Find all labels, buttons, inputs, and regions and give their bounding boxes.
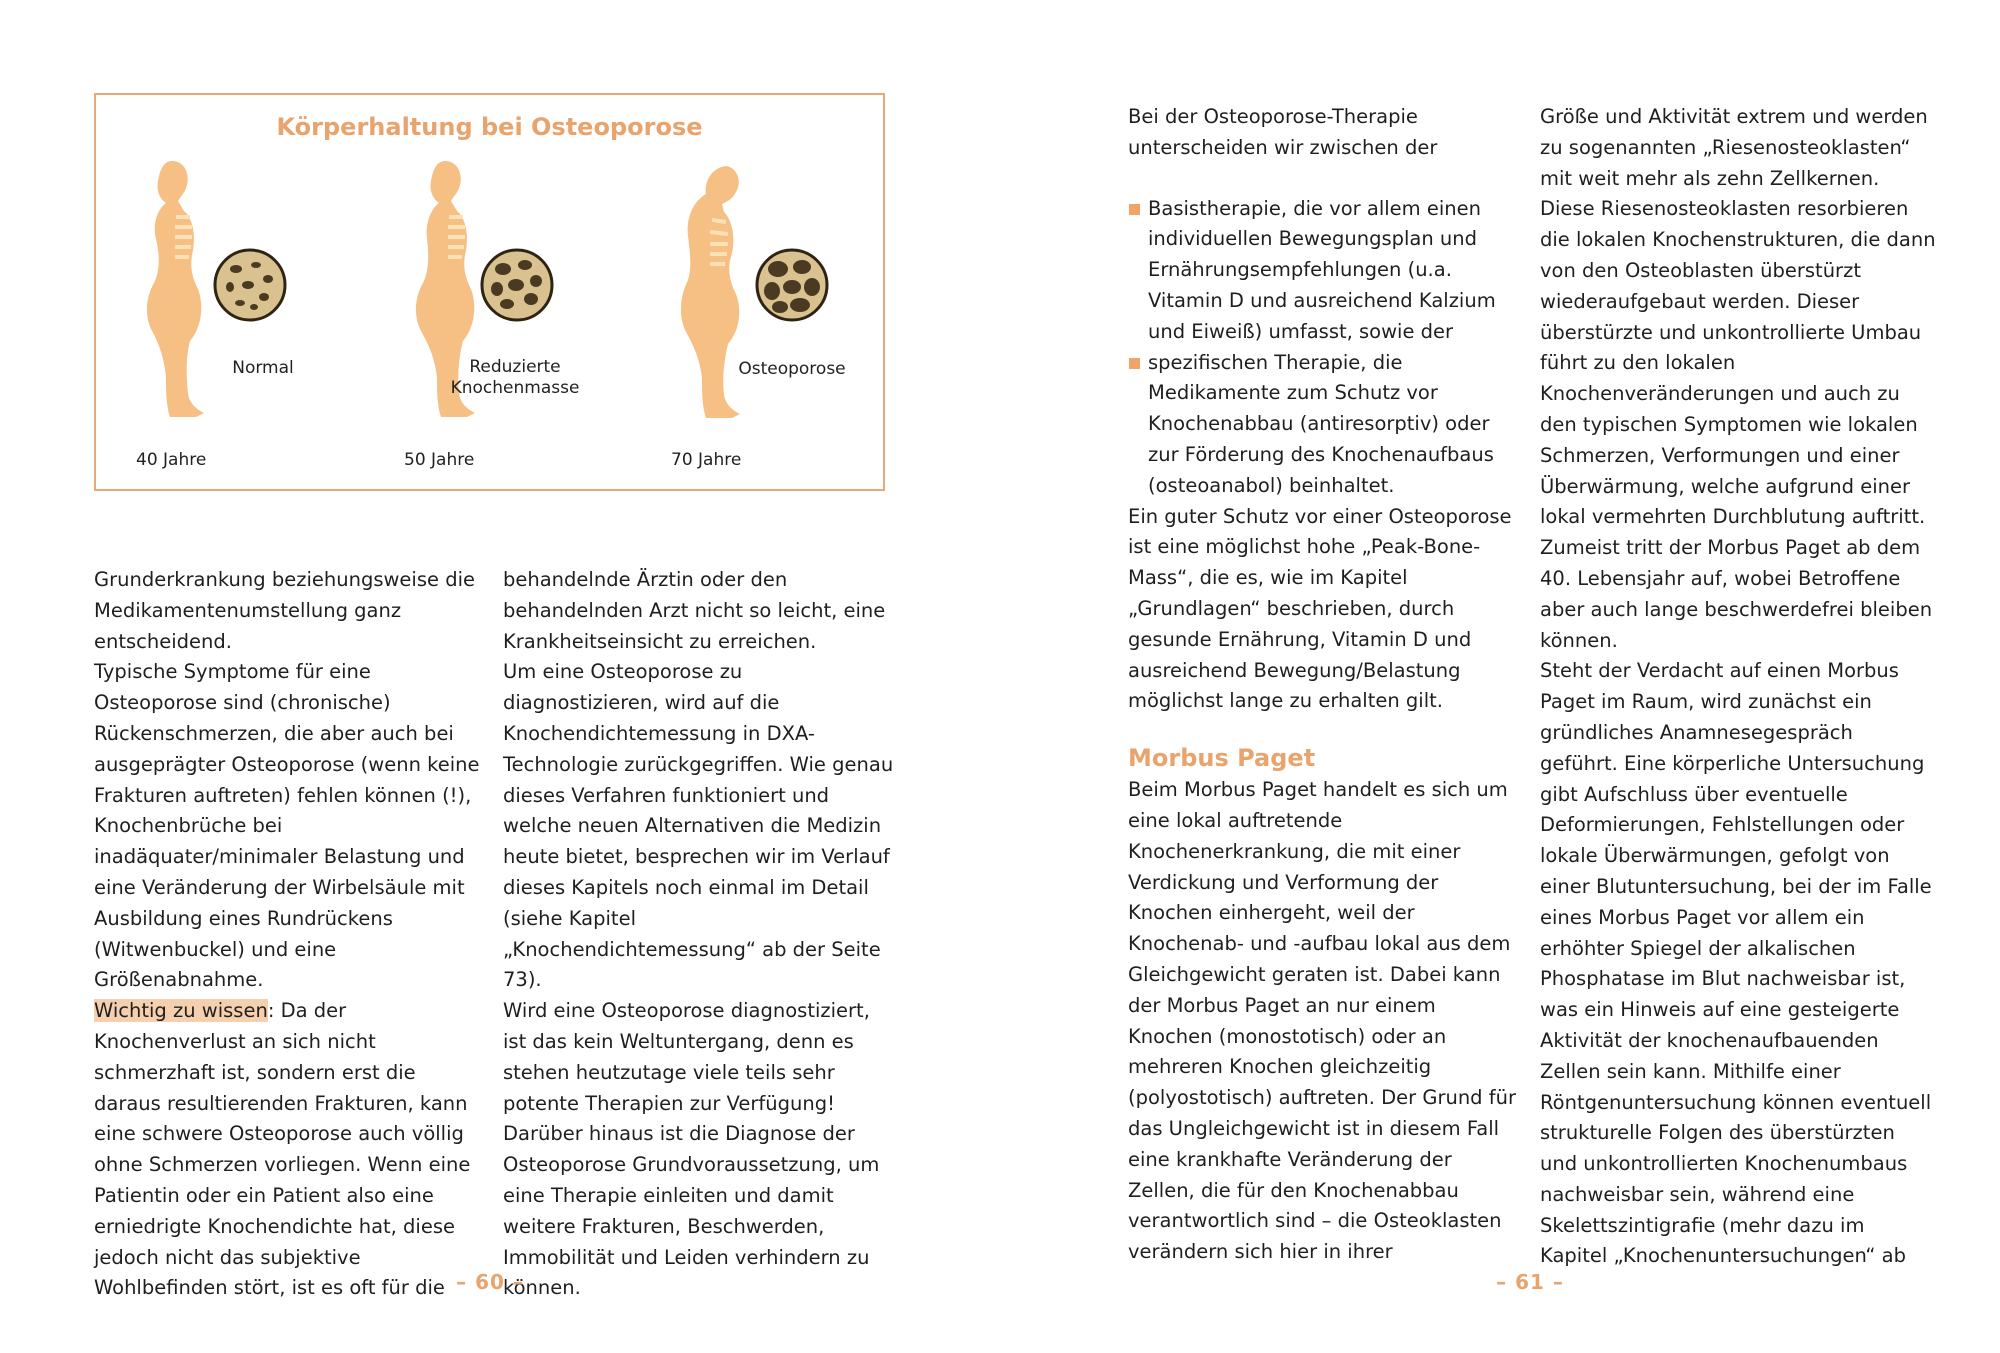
bone-sample-normal: [212, 247, 288, 323]
spacer: [1128, 164, 1518, 194]
therapy-list: [1128, 194, 1518, 502]
condition-label-osteoporosis: Osteoporose: [738, 359, 846, 379]
paragraph-text: : Da der Knochenverlust an sich nicht schmerzhaft ist, sondern erst die daraus resultierenden Frakturen, kann eine schwere Osteoporose auch völlig ohne Schmerzen vorliegen. Wenn eine Patientin oder ein Patient also eine erniedrigte Knochendichte hat, diese jedoch nicht das subjektive Wohlbefinden stört, ist es oft für die: [94, 999, 471, 1300]
paragraph: [94, 996, 484, 1304]
age-label-70: 70 Jahre: [671, 450, 742, 470]
paragraph: Um eine Osteoporose zu diagnostizieren, wird auf die Knochendichtemessung in DXA-Technologie zurückgegriffen. Wie genau dieses Verfahren funktioniert und welche neuen Alternativen die Medizin heute bietet, besprechen wir im Verlauf dieses Kapitels noch einmal im Detail (siehe Kapitel „Knochendichtemessung“ ab der Seite 73).: [503, 660, 894, 992]
age-label-40: 40 Jahre: [136, 450, 207, 470]
condition-label-normal: Normal: [232, 358, 294, 378]
posture-figure: [94, 93, 885, 491]
bone-sample-osteoporosis: [754, 247, 830, 323]
paragraph: Steht der Verdacht auf einen Morbus Paget im Raum, wird zunächst ein gründliches Anamnesegespräch geführt. Eine körperliche Untersuchung gibt Aufschluss über eventuelle Deformierungen, Fehlstellungen oder lokale Überwärmungen, gefolgt von einer Blutuntersuchung, bei der im Falle eines Morbus Paget vor allem ein erhöhter Spiegel der alkalischen Phosphatase im Blut nachweisbar ist, was ein Hinweis auf eine gesteigerte Aktivität der knochenaufbauenden Zellen sein kann. Mithilfe einer Röntgenuntersuchung können eventuell strukturelle Folgen des überstürzten und unkontrollierten Knochenumbaus nachweisbar sein, während eine Skelettszintigrafie (mehr dazu im Kapitel „Knochenuntersuchungen“ ab: [1540, 659, 1932, 1268]
body-silhouette-70: [668, 160, 758, 425]
paragraph: Typische Symptome für eine Osteoporose sind (chronische) Rückenschmerzen, die aber auch bei ausgeprägter Osteoporose (wenn keine Frakturen auftreten) fehlen können (!), Knochenbrüche bei inadäquater/minimaler Belastung und eine Veränderung der Wirbelsäule mit Ausbildung eines Rundrückens (Witwenbuckel) und eine Größenabnahme.: [94, 660, 480, 992]
age-label-50: 50 Jahre: [404, 450, 475, 470]
figure-title: Körperhaltung bei Osteoporose: [276, 113, 703, 141]
highlight-important: Wichtig zu wissen: [94, 999, 268, 1023]
right-column-1: [1128, 102, 1518, 1268]
right-page: [1000, 0, 2000, 1353]
paragraph: Beim Morbus Paget handelt es sich um eine lokal auftretende Knochenerkrankung, die mit einer Verdickung und Verformung der Knochen einhergeht, weil der Knochenab- und -aufbau lokal aus dem Gleichgewicht geraten ist. Dabei kann der Morbus Paget an nur einem Knochen (monostotisch) oder an mehreren Knochen gleichzeitig (polyostotisch) auftreten. Der Grund für das Ungleichgewicht ist in diesem Fall eine krankhafte Veränderung der Zellen, die für den Knochenabbau verantwortlich sind – die Osteoklasten verändern sich hier in ihrer: [1128, 778, 1517, 1264]
bullet-square-icon: [1129, 204, 1140, 215]
right-column-2: [1540, 102, 1936, 1272]
spacer: [1128, 717, 1518, 741]
section-heading: Morbus Paget: [1128, 744, 1316, 773]
paragraph: Wird eine Osteoporose diagnostiziert, ist das kein Weltuntergang, denn es stehen heutzutage viele teils sehr potente Therapien zur Verfügung! Darüber hinaus ist die Diagnose der Osteoporose Grundvoraussetzung, um eine Therapie einleiten und damit weitere Frakturen, Beschwerden, Immobilität und Leiden verhindern zu können.: [503, 999, 880, 1300]
paragraph: Ein guter Schutz vor einer Osteoporose ist eine möglichst hohe „Peak-Bone-Mass“, die es, wie im Kapitel „Grundlagen“ beschrieben, durch gesunde Ernährung, Vitamin D und ausreichend Bewegung/Belastung möglichst lange zu erhalten gilt.: [1128, 504, 1512, 713]
left-column-1: [94, 565, 484, 1304]
page-number-60: – 60 –: [456, 1270, 524, 1294]
paragraph: Größe und Aktivität extrem und werden zu sogenannten „Riesenosteoklasten“ mit weit mehr als zehn Zellkernen. Diese Riesenosteoklasten resorbieren die lokalen Knochenstrukturen, die dann von den Osteoblasten überstürzt wiederaufgebaut werden. Dieser überstürzte und unkontrollierte Umbau führt zu den lokalen Knochenveränderungen und auch zu den typischen Symptomen wie lokalen Schmerzen, Verformungen und einer Überwärmung, welche aufgrund einer lokal vermehrten Durchblutung auftritt. Zumeist tritt der Morbus Paget ab dem 40. Lebensjahr auf, wobei Betroffene aber auch lange beschwerdefrei bleiben können.: [1540, 105, 1936, 652]
bone-sample-reduced: [479, 247, 555, 323]
body-silhouette-40: [132, 155, 212, 425]
paragraph: behandelnde Ärztin oder den behandelnden Arzt nicht so leicht, eine Krankheitseinsicht zu erreichen.: [503, 568, 886, 653]
page-number-61: – 61 –: [1496, 1270, 1564, 1294]
condition-label-reduced: Reduzierte Knochenmasse: [450, 357, 580, 398]
list-item: [1128, 348, 1518, 502]
left-column-2: [503, 565, 895, 1304]
paragraph: Grunderkrankung beziehungsweise die Medikamentenumstellung ganz entscheidend.: [94, 568, 475, 653]
list-item-text: Basistherapie, die vor allem einen individuellen Bewegungsplan und Ernährungsempfehlungen (u.a. Vitamin D und ausreichend Kalzium und Eiweiß) umfasst, sowie der: [1148, 196, 1496, 343]
list-item: [1128, 194, 1518, 348]
paragraph: Bei der Osteoporose-Therapie unterscheiden wir zwischen der: [1128, 105, 1438, 159]
bullet-square-icon: [1129, 358, 1140, 369]
list-item-text: spezifischen Therapie, die Medikamente zum Schutz vor Knochenabbau (antiresorptiv) oder zur Förderung des Knochenaufbaus (osteoanabol) beinhaltet.: [1148, 350, 1494, 497]
